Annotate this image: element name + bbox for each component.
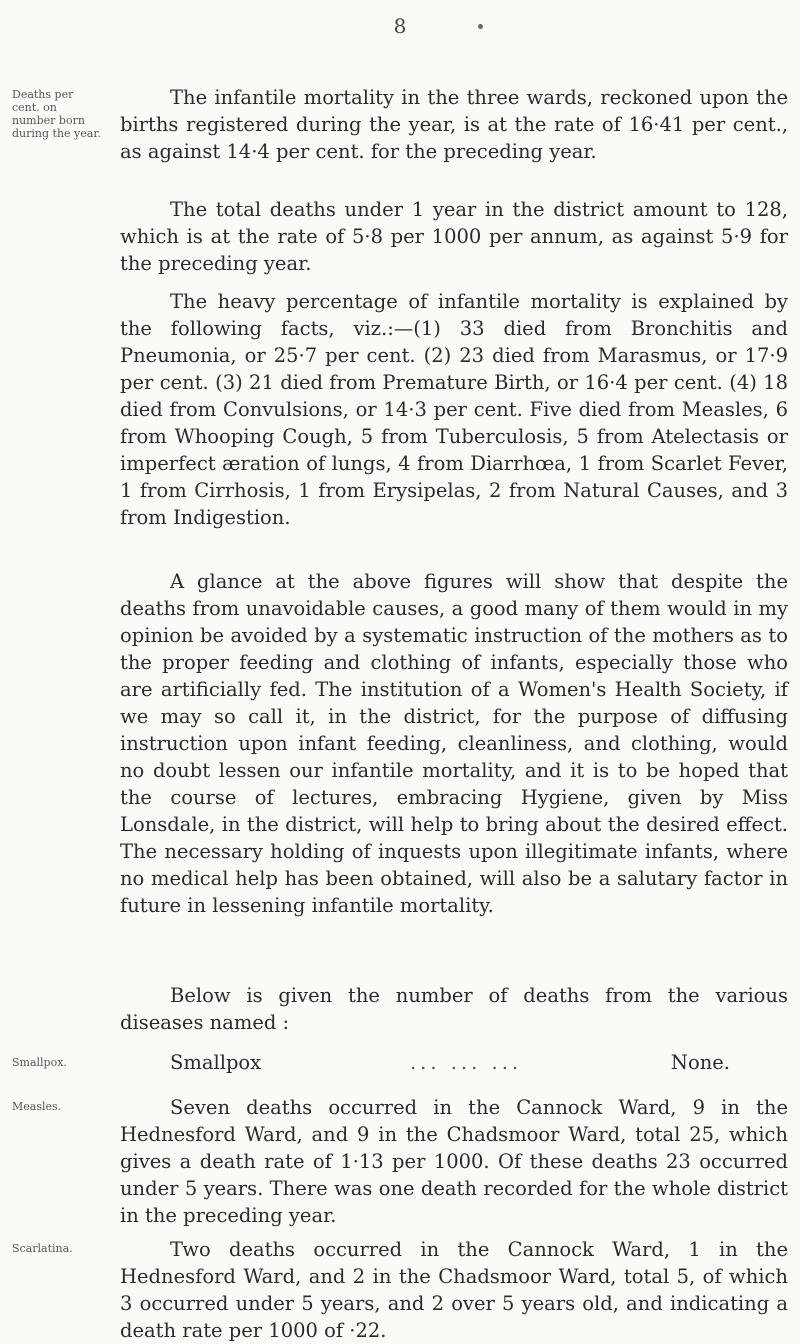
paragraph-explanation: The heavy percentage of infantile mortality is explained by the following facts, viz.:—(1) 33 died from Bronchitis and Pneumonia, or 25·7 per cent. (2) 23 died from Marasmus, or 17·9 per cent. (3) 21 died from Premature Birth, or 16·4 per cent. (4) 18 died from Convulsions, or 14·3 per cent. Five died from Measles, 6 from Whooping Cough, 5 from Tuberculosis, 5 from Atelectasis or imperfect æration of lungs, 4 from Diarrhœa, 1 from Scarlet Fever, 1 from Cirrhosis, 1 from Erysipelas, 2 from Natural Causes, and 3 from Indigestion. xyxy=(120,290,788,529)
smallpox-row xyxy=(170,1049,730,1076)
smallpox-label: Smallpox xyxy=(170,1051,262,1074)
smallpox-value: None. xyxy=(670,1051,730,1074)
paragraph-scarlatina: Two deaths occurred in the Cannock Ward, 1 in the Hednesford Ward, and 2 in the Chadsmoor Ward, total 5, of which 3 occurred under 5 years, and 2 over 5 years old, and indicating a death rate per 1000 of ·22. xyxy=(120,1238,788,1342)
ink-dot xyxy=(478,24,483,29)
leader-dots: ... ... ... xyxy=(409,1051,523,1074)
margin-note-smallpox: Smallpox. xyxy=(12,1056,67,1069)
margin-note-measles: Measles. xyxy=(12,1100,62,1113)
paragraph-glance: A glance at the above figures will show that despite the deaths from unavoidable causes, a good many of them would in my opinion be avoided by a systematic instruction of the mothers as to the proper feeding and clothing of infants, especially those who are artificially fed. The institution of a Women's Health Society, if we may so call it, in the district, for the purpose of diffusing instruction upon infant feeding, cleanliness, and clothing, would no doubt lessen our infantile mortality, and it is to be hoped that the course of lectures, embracing Hygiene, given by Miss Lonsdale, in the district, will help to bring about the desired effect. The necessary holding of inquests upon illegitimate infants, where no medical help has been obtained, will also be a salutary factor in future in lessening infantile mortality. xyxy=(120,570,788,917)
margin-note-scarlatina: Scarlatina. xyxy=(12,1242,73,1255)
paragraph-infantile-mortality: The infantile mortality in the three wards, reckoned upon the births registered during the year, is at the rate of 16·41 per cent., as against 14·4 per cent. for the preceding year. xyxy=(120,86,788,163)
paragraph-total-deaths: The total deaths under 1 year in the district amount to 128, which is at the rate of 5·8 per 1000 per annum, as against 5·9 for the preceding year. xyxy=(120,198,788,275)
paragraph-below-given: Below is given the number of deaths from the various diseases named : xyxy=(120,984,788,1034)
page-number: 8 xyxy=(393,14,407,38)
paragraph-measles: Seven deaths occurred in the Cannock Ward, 9 in the Hednesford Ward, and 9 in the Chadsmoor Ward, total 25, which gives a death rate of 1·13 per 1000. Of these deaths 23 occurred under 5 years. There was one death recorded for the whole district in the preceding year. xyxy=(120,1096,788,1227)
margin-note-deaths-per-cent: Deaths per cent. on number born during the year. xyxy=(12,88,101,140)
